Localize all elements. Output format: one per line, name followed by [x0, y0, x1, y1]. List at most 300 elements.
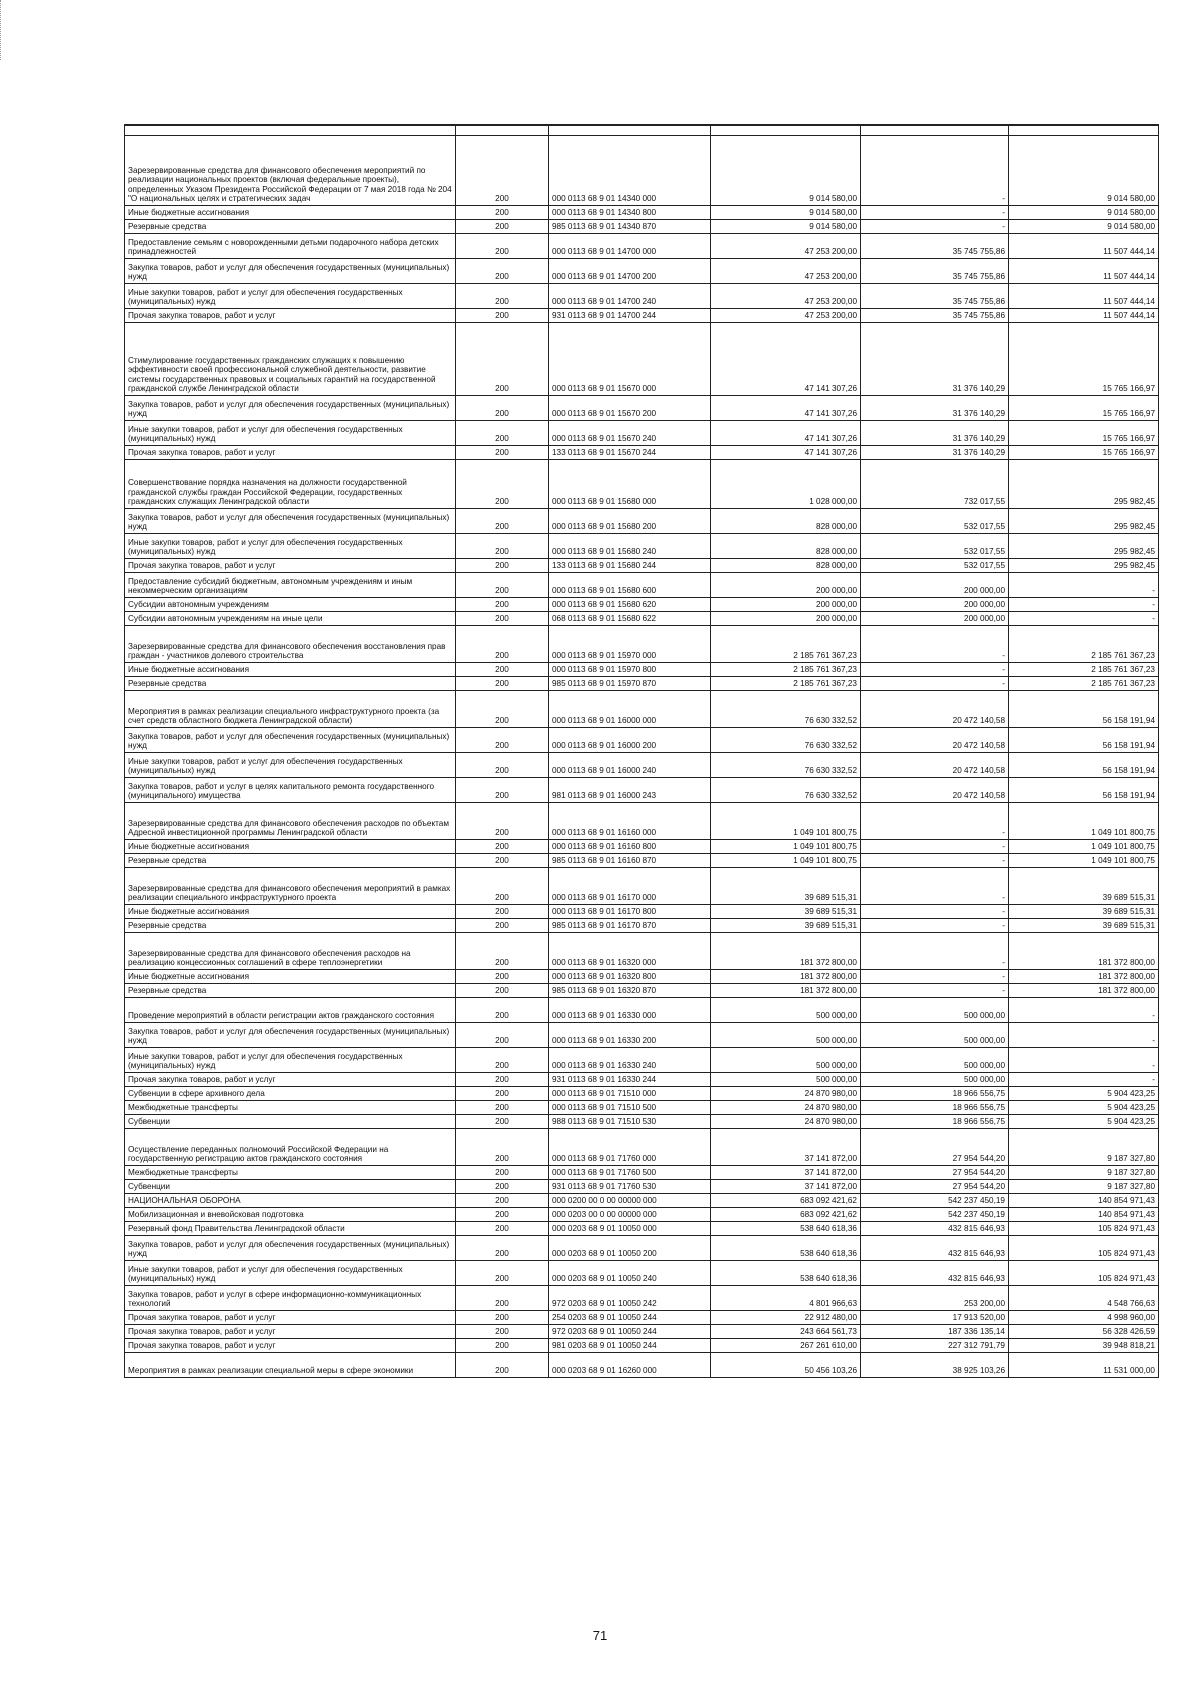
row-name-cell: Закупка товаров, работ и услуг в сфере информационно-коммуникационных технологий [125, 1286, 456, 1311]
row-name-cell: Зарезервированные средства для финансового обеспечения расходов на реализацию концессионных соглашений в сфере теплоэнергетики [125, 933, 456, 970]
row-kbk-cell: 985 0113 68 9 01 15970 870 [549, 677, 711, 691]
row-name-cell: Прочая закупка товаров, работ и услуг [125, 1311, 456, 1325]
row-executed-amount: 18 966 556,75 [861, 1101, 1009, 1115]
table-row [125, 803, 1159, 840]
table-row [125, 1286, 1159, 1311]
table-row [125, 728, 1159, 753]
row-approved-amount: 181 372 800,00 [711, 984, 861, 998]
row-kbk-cell: 000 0113 68 9 01 15680 600 [549, 573, 711, 598]
row-approved-amount: 181 372 800,00 [711, 933, 861, 970]
row-code-cell: 200 [456, 1194, 549, 1208]
row-remaining-amount: 56 158 191,94 [1009, 753, 1159, 778]
row-kbk-cell: 000 0113 68 9 01 14700 200 [549, 259, 711, 284]
row-executed-amount: 432 815 646,93 [861, 1261, 1009, 1286]
row-approved-amount: 76 630 332,52 [711, 778, 861, 803]
row-approved-amount: 39 689 515,31 [711, 905, 861, 919]
table-row [125, 1311, 1159, 1325]
row-approved-amount: 2 185 761 367,23 [711, 663, 861, 677]
table-row [125, 598, 1159, 612]
table-row [125, 1115, 1159, 1129]
row-remaining-amount: - [1009, 1048, 1159, 1073]
row-remaining-amount: 295 982,45 [1009, 559, 1159, 573]
row-remaining-amount: 181 372 800,00 [1009, 933, 1159, 970]
row-kbk-cell: 000 0113 68 9 01 16170 000 [549, 868, 711, 905]
row-executed-amount: 17 913 520,00 [861, 1311, 1009, 1325]
table-row [125, 509, 1159, 534]
row-name-cell: Закупка товаров, работ и услуг для обеспечения государственных (муниципальных) нужд [125, 728, 456, 753]
row-name-cell: Закупка товаров, работ и услуг для обеспечения государственных (муниципальных) нужд [125, 1236, 456, 1261]
table-row [125, 323, 1159, 396]
row-approved-amount: 538 640 618,36 [711, 1236, 861, 1261]
row-kbk-cell: 000 0113 68 9 01 16330 200 [549, 1023, 711, 1048]
table-row [125, 220, 1159, 234]
row-code-cell: 200 [456, 396, 549, 421]
row-executed-amount: 18 966 556,75 [861, 1115, 1009, 1129]
row-approved-amount: 47 141 307,26 [711, 396, 861, 421]
row-approved-amount: 76 630 332,52 [711, 691, 861, 728]
row-remaining-amount: 9 014 580,00 [1009, 220, 1159, 234]
row-code-cell: 200 [456, 220, 549, 234]
row-code-cell: 200 [456, 598, 549, 612]
row-code-cell: 200 [456, 1311, 549, 1325]
row-approved-amount: 47 141 307,26 [711, 421, 861, 446]
row-executed-amount: 27 954 544,20 [861, 1166, 1009, 1180]
row-name-cell: Иные закупки товаров, работ и услуг для обеспечения государственных (муниципальных) нужд [125, 534, 456, 559]
row-kbk-cell: 000 0113 68 9 01 71510 000 [549, 1087, 711, 1101]
row-name-cell: Закупка товаров, работ и услуг для обеспечения государственных (муниципальных) нужд [125, 396, 456, 421]
table-row [125, 905, 1159, 919]
row-remaining-amount: 2 185 761 367,23 [1009, 663, 1159, 677]
table-row [125, 1222, 1159, 1236]
table-row [125, 677, 1159, 691]
row-name-cell: Закупка товаров, работ и услуг для обеспечения государственных (муниципальных) нужд [125, 509, 456, 534]
row-remaining-amount: - [1009, 1023, 1159, 1048]
row-remaining-amount: 295 982,45 [1009, 534, 1159, 559]
row-approved-amount: 538 640 618,36 [711, 1261, 861, 1286]
table-row [125, 234, 1159, 259]
row-remaining-amount: - [1009, 573, 1159, 598]
row-name-cell: Прочая закупка товаров, работ и услуг [125, 309, 456, 323]
row-code-cell: 200 [456, 998, 549, 1023]
row-executed-amount: 432 815 646,93 [861, 1236, 1009, 1261]
table-row [125, 1129, 1159, 1166]
row-name-cell: Прочая закупка товаров, работ и услуг [125, 1073, 456, 1087]
page-number: 71 [592, 1628, 608, 1643]
row-name-cell: Прочая закупка товаров, работ и услуг [125, 1325, 456, 1339]
row-executed-amount: 35 745 755,86 [861, 259, 1009, 284]
row-approved-amount: 50 456 103,26 [711, 1353, 861, 1378]
row-kbk-cell: 000 0113 68 9 01 14340 800 [549, 206, 711, 220]
scan-edge-mark [0, 0, 3, 60]
row-code-cell: 200 [456, 970, 549, 984]
row-executed-amount: 532 017,55 [861, 509, 1009, 534]
row-executed-amount: - [861, 206, 1009, 220]
row-code-cell: 200 [456, 1129, 549, 1166]
row-kbk-cell: 988 0113 68 9 01 71510 530 [549, 1115, 711, 1129]
row-remaining-amount: 105 824 971,43 [1009, 1261, 1159, 1286]
row-code-cell: 200 [456, 663, 549, 677]
row-kbk-cell: 000 0113 68 9 01 14700 240 [549, 284, 711, 309]
row-code-cell: 200 [456, 1339, 549, 1353]
row-kbk-cell: 000 0113 68 9 01 71760 500 [549, 1166, 711, 1180]
row-kbk-cell: 000 0203 68 9 01 10050 200 [549, 1236, 711, 1261]
row-executed-amount: 532 017,55 [861, 559, 1009, 573]
row-executed-amount: 35 745 755,86 [861, 234, 1009, 259]
row-name-cell: Резервный фонд Правительства Ленинградской области [125, 1222, 456, 1236]
row-remaining-amount: 15 765 166,97 [1009, 446, 1159, 460]
row-kbk-cell: 000 0113 68 9 01 71510 500 [549, 1101, 711, 1115]
row-executed-amount: 500 000,00 [861, 1023, 1009, 1048]
row-kbk-cell: 000 0113 68 9 01 16330 240 [549, 1048, 711, 1073]
row-executed-amount: 27 954 544,20 [861, 1129, 1009, 1166]
row-remaining-amount: 11 531 000,00 [1009, 1353, 1159, 1378]
row-code-cell: 200 [456, 1101, 549, 1115]
row-code-cell: 200 [456, 803, 549, 840]
table-row [125, 1073, 1159, 1087]
table-row [125, 1048, 1159, 1073]
row-executed-amount: 31 376 140,29 [861, 446, 1009, 460]
row-name-cell: Субвенции [125, 1180, 456, 1194]
row-remaining-amount: 5 904 423,25 [1009, 1101, 1159, 1115]
row-kbk-cell: 985 0113 68 9 01 14340 870 [549, 220, 711, 234]
row-kbk-cell: 000 0113 68 9 01 16170 800 [549, 905, 711, 919]
row-remaining-amount: 1 049 101 800,75 [1009, 840, 1159, 854]
row-executed-amount: - [861, 136, 1009, 206]
row-code-cell: 200 [456, 284, 549, 309]
table-row [125, 1339, 1159, 1353]
row-remaining-amount: 105 824 971,43 [1009, 1222, 1159, 1236]
row-code-cell: 200 [456, 868, 549, 905]
row-approved-amount: 4 801 966,63 [711, 1286, 861, 1311]
row-name-cell: Зарезервированные средства для финансового обеспечения мероприятий по реализации национальных проектов (включая федеральные проекты), определенных Указом Президента Российской Федерации от 7 мая 2018 года № 204 "О национальных целях и стратегических задач [125, 136, 456, 206]
row-code-cell: 200 [456, 728, 549, 753]
row-code-cell: 200 [456, 1208, 549, 1222]
table-row [125, 1023, 1159, 1048]
row-kbk-cell: 000 0113 68 9 01 71760 000 [549, 1129, 711, 1166]
row-code-cell: 200 [456, 234, 549, 259]
row-approved-amount: 828 000,00 [711, 559, 861, 573]
row-kbk-cell: 000 0113 68 9 01 15680 240 [549, 534, 711, 559]
table-row [125, 1353, 1159, 1378]
table-body [125, 125, 1159, 1378]
row-approved-amount: 828 000,00 [711, 509, 861, 534]
row-remaining-amount: 1 049 101 800,75 [1009, 803, 1159, 840]
row-remaining-amount: 4 998 960,00 [1009, 1311, 1159, 1325]
row-remaining-amount: 181 372 800,00 [1009, 984, 1159, 998]
row-code-cell: 200 [456, 1048, 549, 1073]
row-approved-amount: 9 014 580,00 [711, 136, 861, 206]
row-executed-amount: - [861, 220, 1009, 234]
row-approved-amount: 828 000,00 [711, 534, 861, 559]
row-name-cell: Иные бюджетные ассигнования [125, 905, 456, 919]
row-remaining-amount: - [1009, 612, 1159, 626]
row-kbk-cell: 000 0203 68 9 01 10050 240 [549, 1261, 711, 1286]
row-name-cell: Субвенции [125, 1115, 456, 1129]
row-remaining-amount: 105 824 971,43 [1009, 1236, 1159, 1261]
row-approved-amount: 47 253 200,00 [711, 309, 861, 323]
row-kbk-cell: 000 0113 68 9 01 16320 000 [549, 933, 711, 970]
row-kbk-cell: 000 0113 68 9 01 16000 240 [549, 753, 711, 778]
row-kbk-cell: 000 0113 68 9 01 16000 200 [549, 728, 711, 753]
row-executed-amount: 500 000,00 [861, 1048, 1009, 1073]
row-kbk-cell: 000 0113 68 9 01 15680 620 [549, 598, 711, 612]
row-name-cell: Предоставление субсидий бюджетным, автономным учреждениям и иным некоммерческим организациям [125, 573, 456, 598]
table-row [125, 559, 1159, 573]
table-row [125, 840, 1159, 854]
table-row [125, 753, 1159, 778]
table-row [125, 446, 1159, 460]
row-kbk-cell: 000 0113 68 9 01 15680 200 [549, 509, 711, 534]
row-remaining-amount: 56 328 426,59 [1009, 1325, 1159, 1339]
table-row [125, 1180, 1159, 1194]
row-approved-amount: 47 253 200,00 [711, 284, 861, 309]
row-name-cell: Межбюджетные трансферты [125, 1166, 456, 1180]
row-remaining-amount: 9 187 327,80 [1009, 1180, 1159, 1194]
table-row [125, 421, 1159, 446]
row-approved-amount: 267 261 610,00 [711, 1339, 861, 1353]
row-remaining-amount: 140 854 971,43 [1009, 1194, 1159, 1208]
row-kbk-cell: 133 0113 68 9 01 15680 244 [549, 559, 711, 573]
row-kbk-cell: 000 0203 68 9 01 10050 000 [549, 1222, 711, 1236]
row-code-cell: 200 [456, 984, 549, 998]
row-approved-amount: 200 000,00 [711, 612, 861, 626]
row-remaining-amount: 9 187 327,80 [1009, 1166, 1159, 1180]
table-top-border-row [125, 125, 1159, 136]
row-kbk-cell: 931 0113 68 9 01 14700 244 [549, 309, 711, 323]
row-executed-amount: 200 000,00 [861, 573, 1009, 598]
row-kbk-cell: 254 0203 68 9 01 10050 244 [549, 1311, 711, 1325]
table-row [125, 919, 1159, 933]
row-remaining-amount: 295 982,45 [1009, 460, 1159, 509]
row-executed-amount: 20 472 140,58 [861, 691, 1009, 728]
table-row [125, 573, 1159, 598]
row-remaining-amount: - [1009, 598, 1159, 612]
row-approved-amount: 2 185 761 367,23 [711, 626, 861, 663]
table-row [125, 460, 1159, 509]
row-remaining-amount: 2 185 761 367,23 [1009, 677, 1159, 691]
row-executed-amount: 532 017,55 [861, 534, 1009, 559]
row-code-cell: 200 [456, 573, 549, 598]
row-approved-amount: 683 092 421,62 [711, 1194, 861, 1208]
row-approved-amount: 200 000,00 [711, 573, 861, 598]
row-code-cell: 200 [456, 1166, 549, 1180]
row-name-cell: Совершенствование порядка назначения на должности государственной гражданской службы граждан Российской Федерации, государственных гражданских служащих Ленинградской области [125, 460, 456, 509]
row-approved-amount: 47 141 307,26 [711, 323, 861, 396]
row-kbk-cell: 000 0113 68 9 01 15970 000 [549, 626, 711, 663]
row-approved-amount: 47 253 200,00 [711, 234, 861, 259]
row-approved-amount: 181 372 800,00 [711, 970, 861, 984]
row-code-cell: 200 [456, 1115, 549, 1129]
row-approved-amount: 243 664 561,73 [711, 1325, 861, 1339]
row-code-cell: 200 [456, 421, 549, 446]
row-name-cell: Резервные средства [125, 854, 456, 868]
row-name-cell: Межбюджетные трансферты [125, 1101, 456, 1115]
row-code-cell: 200 [456, 309, 549, 323]
row-remaining-amount: 56 158 191,94 [1009, 691, 1159, 728]
row-code-cell: 200 [456, 206, 549, 220]
table-row [125, 778, 1159, 803]
row-name-cell: Субсидии автономным учреждениям на иные цели [125, 612, 456, 626]
row-remaining-amount: 11 507 444,14 [1009, 234, 1159, 259]
row-code-cell: 200 [456, 691, 549, 728]
table-row [125, 868, 1159, 905]
row-kbk-cell: 985 0113 68 9 01 16320 870 [549, 984, 711, 998]
row-name-cell: НАЦИОНАЛЬНАЯ ОБОРОНА [125, 1194, 456, 1208]
row-remaining-amount: 2 185 761 367,23 [1009, 626, 1159, 663]
row-approved-amount: 1 049 101 800,75 [711, 803, 861, 840]
row-code-cell: 200 [456, 1023, 549, 1048]
row-name-cell: Резервные средства [125, 220, 456, 234]
row-approved-amount: 37 141 872,00 [711, 1180, 861, 1194]
row-code-cell: 200 [456, 534, 549, 559]
table-row [125, 998, 1159, 1023]
row-code-cell: 200 [456, 905, 549, 919]
row-executed-amount: 732 017,55 [861, 460, 1009, 509]
row-approved-amount: 47 253 200,00 [711, 259, 861, 284]
row-code-cell: 200 [456, 259, 549, 284]
row-executed-amount: - [861, 854, 1009, 868]
table-row [125, 984, 1159, 998]
row-name-cell: Иные бюджетные ассигнования [125, 840, 456, 854]
row-code-cell: 200 [456, 626, 549, 663]
row-remaining-amount: 15 765 166,97 [1009, 396, 1159, 421]
row-name-cell: Иные закупки товаров, работ и услуг для обеспечения государственных (муниципальных) нужд [125, 1261, 456, 1286]
row-name-cell: Зарезервированные средства для финансового обеспечения мероприятий в рамках реализации специального инфраструктурного проекта [125, 868, 456, 905]
row-name-cell: Иные бюджетные ассигнования [125, 663, 456, 677]
row-approved-amount: 37 141 872,00 [711, 1166, 861, 1180]
budget-execution-table [124, 124, 1159, 1378]
row-remaining-amount: 56 158 191,94 [1009, 728, 1159, 753]
row-name-cell: Резервные средства [125, 677, 456, 691]
row-executed-amount: 31 376 140,29 [861, 396, 1009, 421]
row-approved-amount: 2 185 761 367,23 [711, 677, 861, 691]
table-row [125, 1325, 1159, 1339]
row-remaining-amount: 15 765 166,97 [1009, 421, 1159, 446]
row-approved-amount: 24 870 980,00 [711, 1087, 861, 1101]
row-name-cell: Проведение мероприятий в области регистрации актов гражданского состояния [125, 998, 456, 1023]
row-executed-amount: 20 472 140,58 [861, 778, 1009, 803]
row-code-cell: 200 [456, 1286, 549, 1311]
row-remaining-amount: 5 904 423,25 [1009, 1087, 1159, 1101]
row-code-cell: 200 [456, 323, 549, 396]
row-executed-amount: 253 200,00 [861, 1286, 1009, 1311]
row-executed-amount: 200 000,00 [861, 598, 1009, 612]
row-name-cell: Зарезервированные средства для финансового обеспечения восстановления прав граждан - участников долевого строительства [125, 626, 456, 663]
row-code-cell: 200 [456, 1236, 549, 1261]
row-remaining-amount: 1 049 101 800,75 [1009, 854, 1159, 868]
row-executed-amount: - [861, 663, 1009, 677]
row-kbk-cell: 000 0113 68 9 01 16320 800 [549, 970, 711, 984]
table-row [125, 136, 1159, 206]
row-code-cell: 200 [456, 509, 549, 534]
table-row [125, 534, 1159, 559]
row-code-cell: 200 [456, 446, 549, 460]
table-row [125, 854, 1159, 868]
row-code-cell: 200 [456, 1261, 549, 1286]
row-approved-amount: 538 640 618,36 [711, 1222, 861, 1236]
row-remaining-amount: 11 507 444,14 [1009, 284, 1159, 309]
row-code-cell: 200 [456, 460, 549, 509]
row-executed-amount: 500 000,00 [861, 998, 1009, 1023]
table-row [125, 1166, 1159, 1180]
row-approved-amount: 39 689 515,31 [711, 868, 861, 905]
row-remaining-amount: 39 689 515,31 [1009, 919, 1159, 933]
row-code-cell: 200 [456, 1087, 549, 1101]
row-name-cell: Прочая закупка товаров, работ и услуг [125, 446, 456, 460]
row-executed-amount: 18 966 556,75 [861, 1087, 1009, 1101]
row-code-cell: 200 [456, 559, 549, 573]
row-name-cell: Закупка товаров, работ и услуг в целях капитального ремонта государственного (муниципального) имущества [125, 778, 456, 803]
row-executed-amount: - [861, 933, 1009, 970]
row-kbk-cell: 000 0113 68 9 01 16160 800 [549, 840, 711, 854]
row-executed-amount: - [861, 919, 1009, 933]
row-kbk-cell: 000 0203 68 9 01 16260 000 [549, 1353, 711, 1378]
row-kbk-cell: 000 0113 68 9 01 16000 000 [549, 691, 711, 728]
row-executed-amount: - [861, 677, 1009, 691]
row-approved-amount: 76 630 332,52 [711, 753, 861, 778]
row-executed-amount: 31 376 140,29 [861, 323, 1009, 396]
row-approved-amount: 1 049 101 800,75 [711, 840, 861, 854]
row-approved-amount: 9 014 580,00 [711, 220, 861, 234]
row-remaining-amount: 9 014 580,00 [1009, 136, 1159, 206]
row-approved-amount: 24 870 980,00 [711, 1101, 861, 1115]
row-name-cell: Мобилизационная и вневойсковая подготовка [125, 1208, 456, 1222]
row-executed-amount: - [861, 840, 1009, 854]
row-kbk-cell: 000 0200 00 0 00 00000 000 [549, 1194, 711, 1208]
row-approved-amount: 76 630 332,52 [711, 728, 861, 753]
row-kbk-cell: 000 0113 68 9 01 14700 000 [549, 234, 711, 259]
row-name-cell: Закупка товаров, работ и услуг для обеспечения государственных (муниципальных) нужд [125, 259, 456, 284]
row-approved-amount: 683 092 421,62 [711, 1208, 861, 1222]
table-row [125, 396, 1159, 421]
table-row [125, 1087, 1159, 1101]
table-row [125, 284, 1159, 309]
row-name-cell: Иные закупки товаров, работ и услуг для обеспечения государственных (муниципальных) нужд [125, 284, 456, 309]
row-name-cell: Иные закупки товаров, работ и услуг для обеспечения государственных (муниципальных) нужд [125, 753, 456, 778]
row-code-cell: 200 [456, 612, 549, 626]
row-remaining-amount: 39 689 515,31 [1009, 868, 1159, 905]
row-name-cell: Зарезервированные средства для финансового обеспечения расходов по объектам Адресной инвестиционной программы Ленинградской области [125, 803, 456, 840]
row-name-cell: Резервные средства [125, 919, 456, 933]
row-remaining-amount: 140 854 971,43 [1009, 1208, 1159, 1222]
row-kbk-cell: 972 0203 68 9 01 10050 244 [549, 1325, 711, 1339]
row-code-cell: 200 [456, 778, 549, 803]
table-row [125, 612, 1159, 626]
row-approved-amount: 9 014 580,00 [711, 206, 861, 220]
row-kbk-cell: 981 0113 68 9 01 16000 243 [549, 778, 711, 803]
row-executed-amount: - [861, 984, 1009, 998]
row-name-cell: Иные закупки товаров, работ и услуг для обеспечения государственных (муниципальных) нужд [125, 1048, 456, 1073]
row-kbk-cell: 133 0113 68 9 01 15670 244 [549, 446, 711, 460]
row-kbk-cell: 000 0203 00 0 00 00000 000 [549, 1208, 711, 1222]
row-kbk-cell: 972 0203 68 9 01 10050 242 [549, 1286, 711, 1311]
row-executed-amount: - [861, 868, 1009, 905]
table-row [125, 206, 1159, 220]
row-remaining-amount: 9 014 580,00 [1009, 206, 1159, 220]
table-row [125, 1236, 1159, 1261]
table-row [125, 933, 1159, 970]
row-executed-amount: 20 472 140,58 [861, 753, 1009, 778]
table-row [125, 626, 1159, 663]
row-remaining-amount: 11 507 444,14 [1009, 309, 1159, 323]
row-code-cell: 200 [456, 1222, 549, 1236]
row-kbk-cell: 000 0113 68 9 01 16330 000 [549, 998, 711, 1023]
row-name-cell: Предоставление семьям с новорожденными детьми подарочного набора детских принадлежностей [125, 234, 456, 259]
row-name-cell: Закупка товаров, работ и услуг для обеспечения государственных (муниципальных) нужд [125, 1023, 456, 1048]
row-code-cell: 200 [456, 677, 549, 691]
row-approved-amount: 1 028 000,00 [711, 460, 861, 509]
row-remaining-amount: - [1009, 998, 1159, 1023]
